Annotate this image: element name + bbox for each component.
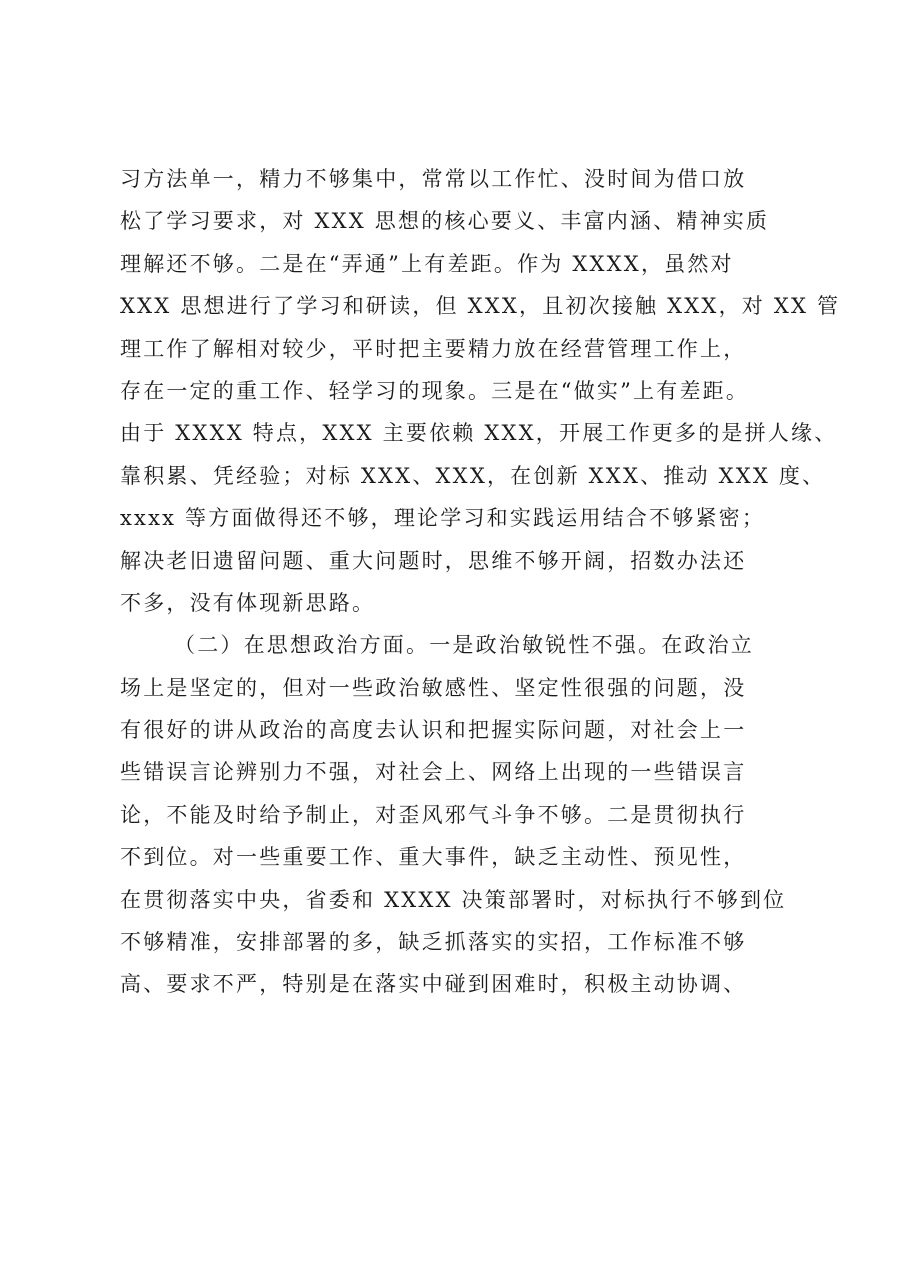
- text-line: 由于 XXXX 特点，XXX 主要依赖 XXX，开展工作更多的是拼人缘、: [120, 421, 838, 446]
- text-line: 论，不能及时给予制止，对歪风邪气斗争不够。二是贯彻执行: [120, 802, 747, 827]
- text-line: 存在一定的重工作、轻学习的现象。三是在“做实”上有差距。: [120, 378, 750, 403]
- text-line: 解决老旧遗留问题、重大问题时，思维不够开阔，招数办法还: [120, 548, 747, 573]
- text-line: 松了学习要求，对 XXX 思想的核心要义、丰富内涵、精神实质: [120, 209, 770, 234]
- text-line: 习方法单一，精力不够集中，常常以工作忙、没时间为借口放: [120, 167, 747, 191]
- text-line: 些错误言论辨别力不强，对社会上、网络上出现的一些错误言: [120, 760, 747, 785]
- text-line: 场上是坚定的，但对一些政治敏感性、坚定性很强的问题，没: [120, 675, 747, 700]
- body-text: [120, 158, 841, 1006]
- text-line: 不到位。对一些重要工作、重大事件，缺乏主动性、预见性，: [120, 845, 747, 870]
- text-line: 不够精准，安排部署的多，缺乏抓落实的实招，工作标准不够: [120, 930, 747, 955]
- text-line: 靠积累、凭经验；对标 XXX、XXX，在创新 XXX、推动 XXX 度、: [120, 463, 826, 488]
- text-line: 不多，没有体现新思路。: [120, 590, 376, 615]
- text-line: 高、要求不严，特别是在落实中碰到困难时，积极主动协调、: [120, 972, 747, 997]
- text-line: 在贯彻落实中央，省委和 XXXX 决策部署时，对标执行不够到位: [120, 887, 787, 912]
- section-heading-line: （二）在思想政治方面。一是政治敏锐性不强。在政治立: [174, 633, 754, 658]
- text-line: xxxx 等方面做得还不够，理论学习和实践运用结合不够紧密；: [120, 506, 766, 531]
- text-line: 理工作了解相对较少，平时把主要精力放在经营管理工作上，: [120, 336, 747, 361]
- text-line: 理解还不够。二是在“弄通”上有差距。作为 XXXX，虽然对: [120, 251, 734, 276]
- text-line: XXX 思想进行了学习和研读，但 XXX，且初次接触 XXX，对 XX 管: [120, 294, 841, 319]
- text-line: 有很好的讲从政治的高度去认识和把握实际问题，对社会上一: [120, 718, 747, 743]
